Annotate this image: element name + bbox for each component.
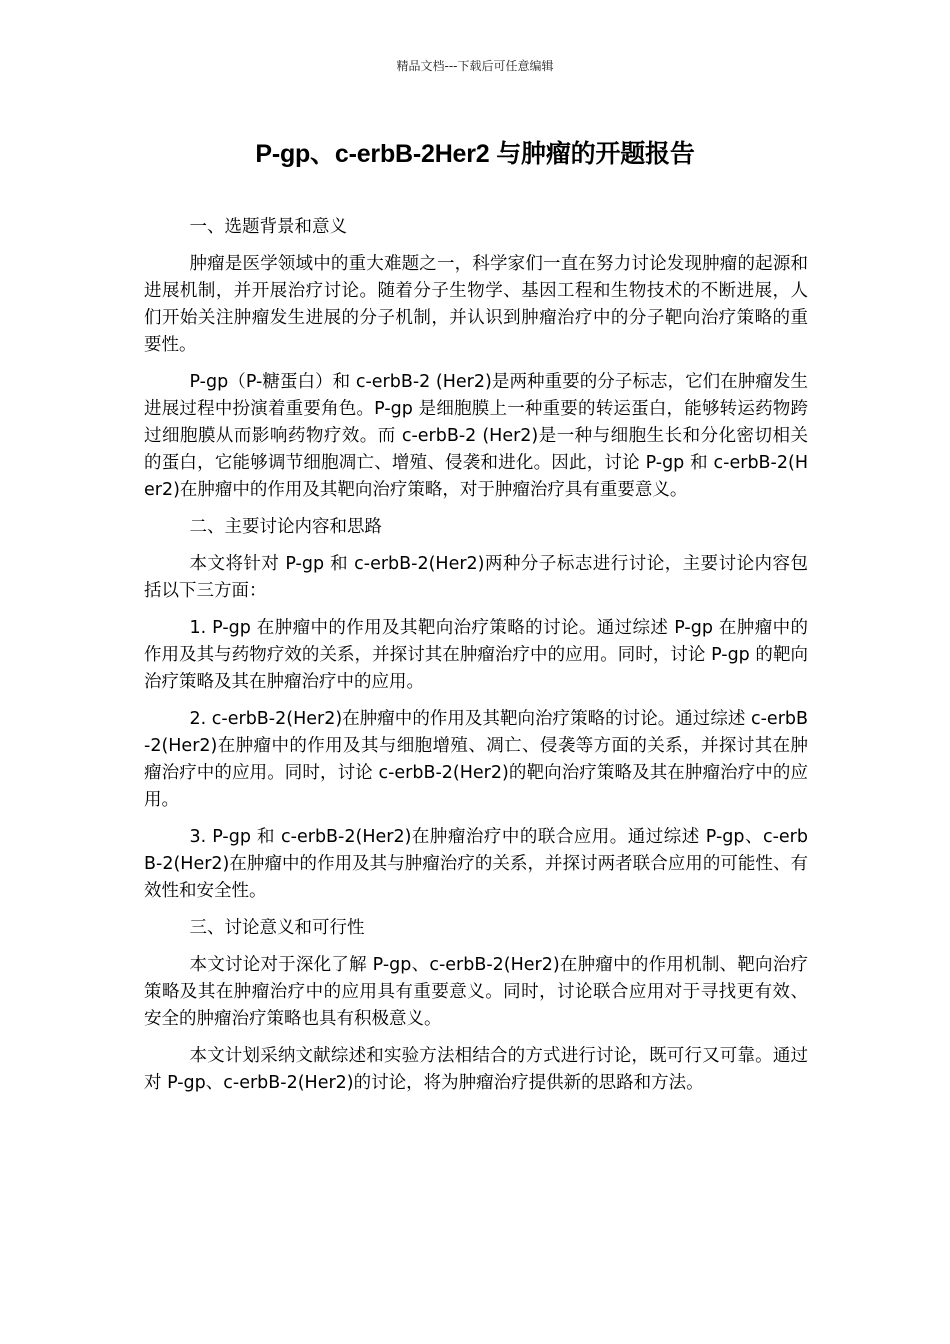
section-heading-research-content: 二、主要讨论内容和思路 xyxy=(189,517,382,537)
paragraph-markers-intro: P-gp（P-糖蛋白）和 c-erbB-2 (Her2)是两种重要的分子标志，它们在肿瘤发生进展过程中扮演着重要角色。P-gp 是细胞膜上一种重要的转运蛋白，能够转运药物跨过细胞膜从而影响药物疗效。而 c-erbB-2 (Her2)是一种与细胞生长和分化密切相关的蛋白，它能够调节细胞凋亡、增殖、侵袭和进化。因此，讨论 P-gp 和 c-erbB-2(Her2)在肿瘤中的作用及其靶向治疗策略，对于肿瘤治疗具有重要意义。 xyxy=(144,372,808,500)
paragraph-feasibility: 本文计划采纳文献综述和实验方法相结合的方式进行讨论，既可行又可靠。通过对 P-gp、c-erbB-2(Her2)的讨论，将为肿瘤治疗提供新的思路和方法。 xyxy=(144,1046,808,1093)
document-body xyxy=(144,214,808,1107)
list-item-pgp: 1. P-gp 在肿瘤中的作用及其靶向治疗策略的讨论。通过综述 P-gp 在肿瘤中的作用及其与药物疗效的关系，并探讨其在肿瘤治疗中的应用。同时，讨论 P-gp 的靶向治疗策略及其在肿瘤治疗中的应用。 xyxy=(144,618,808,692)
page-header-note: 精品文档---下载后可任意编辑 xyxy=(396,59,554,73)
list-item-combined: 3. P-gp 和 c-erbB-2(Her2)在肿瘤治疗中的联合应用。通过综述 P-gp、c-erbB-2(Her2)在肿瘤中的作用及其与肿瘤治疗的关系，并探讨两者联合应用的可能性、有效性和安全性。 xyxy=(144,827,808,901)
section-heading-significance: 三、讨论意义和可行性 xyxy=(189,918,365,938)
document-title: P-gp、c-erbB-2Her2 与肿瘤的开题报告 xyxy=(255,140,695,168)
paragraph-research-overview: 本文将针对 P-gp 和 c-erbB-2(Her2)两种分子标志进行讨论，主要讨论内容包括以下三方面： xyxy=(144,554,808,601)
section-heading-background: 一、选题背景和意义 xyxy=(189,217,347,237)
paragraph-background-intro: 肿瘤是医学领域中的重大难题之一，科学家们一直在努力讨论发现肿瘤的起源和进展机制，并开展治疗讨论。随着分子生物学、基因工程和生物技术的不断进展，人们开始关注肿瘤发生进展的分子机制，并认识到肿瘤治疗中的分子靶向治疗策略的重要性。 xyxy=(144,254,808,355)
paragraph-significance: 本文讨论对于深化了解 P-gp、c-erbB-2(Her2)在肿瘤中的作用机制、靶向治疗策略及其在肿瘤治疗中的应用具有重要意义。同时，讨论联合应用对于寻找更有效、安全的肿瘤治疗策略也具有积极意义。 xyxy=(144,955,808,1029)
list-item-her2: 2. c-erbB-2(Her2)在肿瘤中的作用及其靶向治疗策略的讨论。通过综述 c-erbB-2(Her2)在肿瘤中的作用及其与细胞增殖、凋亡、侵袭等方面的关系，并探讨其在肿瘤治疗中的应用。同时，讨论 c-erbB-2(Her2)的靶向治疗策略及其在肿瘤治疗中的应用。 xyxy=(144,709,808,810)
